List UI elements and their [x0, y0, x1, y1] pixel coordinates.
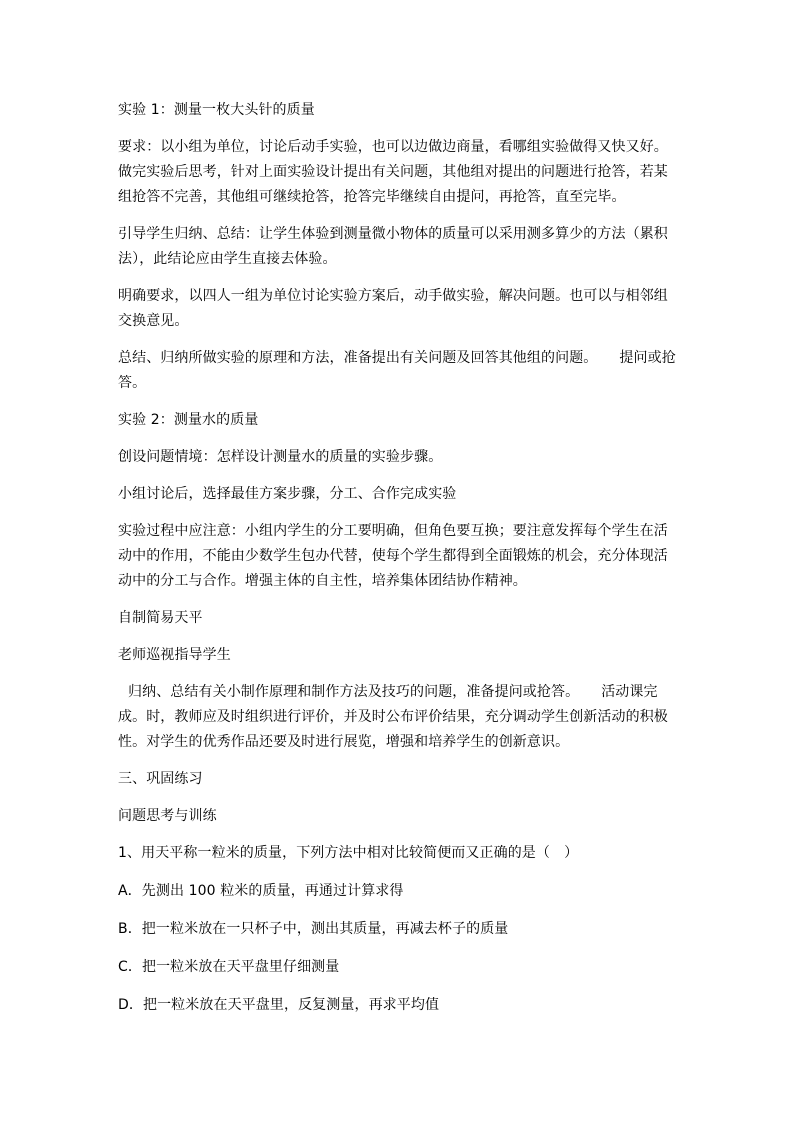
- activity-summary-text: 归纳、总结有关小制作原理和制作方法及技巧的问题，准备提问或抢答。: [128, 684, 580, 700]
- question-1: 1、用天平称一粒米的质量，下列方法中相对比较简便而又正确的是（ ）: [118, 845, 579, 861]
- clear-requirements: 明确要求，以四人一组为单位讨论实验方案后，动手做实验，解决问题。也可以与相邻组交换意见。: [118, 288, 668, 329]
- experiment-notes: 实验过程中应注意：小组内学生的分工要明确，但角色要互换；要注意发挥每个学生在活动中的作用，不能由少数学生包办代替，使每个学生都得到全面锻炼的机会，充分体现活动中的分工与合作。增强主体的自主性，培养集体团结协作精神。: [118, 523, 668, 589]
- summary-paragraph: [118, 346, 676, 396]
- summary-tail: 提问或抢答。: [118, 350, 676, 391]
- summary-text: 总结、归纳所做实验的原理和方法，准备提出有关问题及回答其他组的问题。: [118, 350, 598, 366]
- option-a: A．先测出 100 粒米的质量，再通过计算求得: [118, 883, 404, 899]
- option-c: C．把一粒米放在天平盘里仔细测量: [118, 959, 340, 975]
- homemade-balance: 自制简易天平: [118, 610, 203, 626]
- activity-summary: [118, 680, 676, 755]
- guide-summary: 引导学生归纳、总结：让学生体验到测量微小物体的质量可以采用测多算少的方法（累积法），此结论应由学生直接去体验。: [118, 226, 668, 267]
- option-b: B．把一粒米放在一只杯子中，测出其质量，再减去杯子的质量: [118, 921, 509, 937]
- experiment-1-title: 实验 1：测量一枚大头针的质量: [118, 102, 315, 118]
- experiment-1-requirements: 要求：以小组为单位，讨论后动手实验，也可以边做边商量，看哪组实验做得又快又好。做完实验后思考，针对上面实验设计提出有关问题，其他组对提出的问题进行抢答，若某组抢答不完善，其他组可继续抢答，抢答完毕继续自由提问，再抢答，直至完毕。: [118, 139, 668, 205]
- experiment-2-title: 实验 2：测量水的质量: [118, 412, 259, 428]
- section-heading-practice: 三、巩固练习: [118, 771, 203, 787]
- practice-subheading: 问题思考与训练: [118, 808, 217, 824]
- problem-situation: 创设问题情境：怎样设计测量水的质量的实验步骤。: [118, 449, 443, 465]
- teacher-guidance: 老师巡视指导学生: [118, 647, 231, 663]
- activity-summary-tail: 活动课完成。时，教师应及时组织进行评价，并及时公布评价结果，充分调动学生创新活动的积极性。对学生的优秀作品还要及时进行展览，增强和培养学生的创新意识。: [118, 684, 668, 750]
- group-discussion: 小组讨论后，选择最佳方案步骤，分工、合作完成实验: [118, 486, 457, 502]
- option-d: D．把一粒米放在天平盘里，反复测量，再求平均值: [118, 997, 440, 1013]
